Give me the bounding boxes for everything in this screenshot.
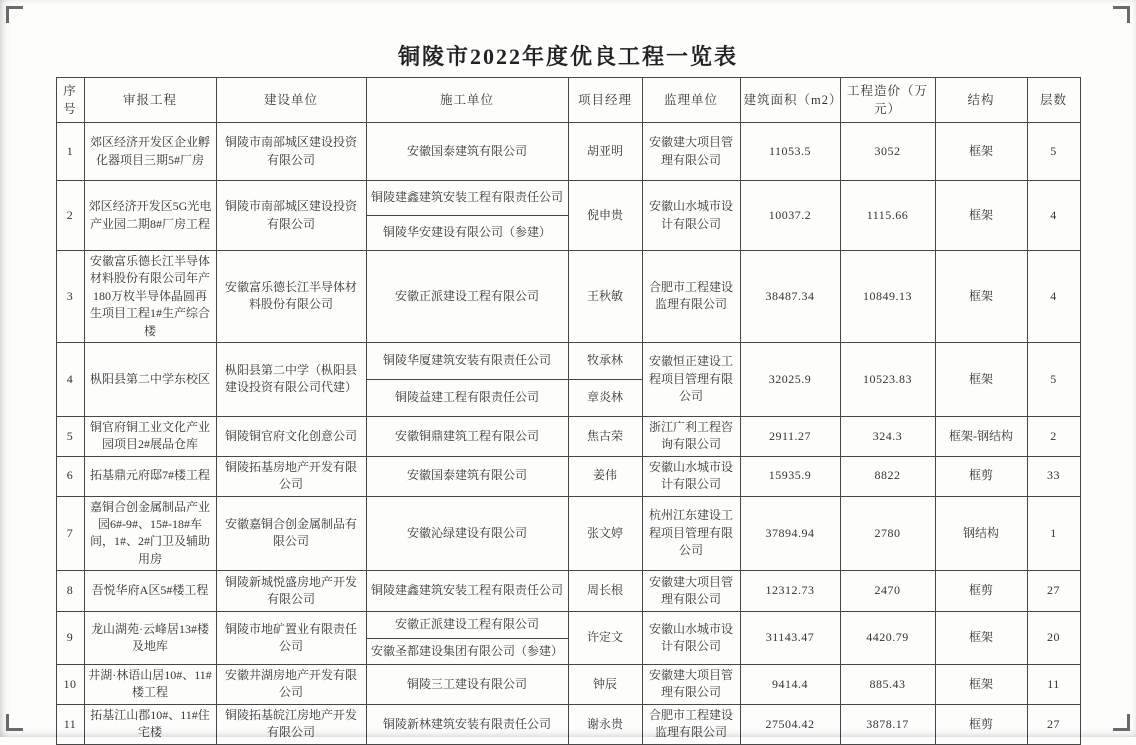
- table-row: [56, 665, 1080, 705]
- cell-floors: 4: [1027, 181, 1080, 251]
- cell-manager: 王秋敏: [568, 251, 642, 343]
- cell-client: 安徽嘉铜合创金属制品有限公司: [216, 496, 366, 571]
- table-row: [56, 704, 1080, 744]
- col-header-supervisor: 监理单位: [642, 78, 740, 123]
- cell-manager: 周长根: [568, 571, 642, 612]
- cell-cost: 3052: [840, 123, 935, 181]
- cell-project: 拓基鼎元府邸7#楼工程: [84, 456, 216, 496]
- cell-client: 铜陵市地矿置业有限责任公司: [216, 612, 366, 665]
- cell-structure: 框剪: [935, 456, 1027, 496]
- cell-cost: 8822: [840, 456, 935, 496]
- cell-client: 铜陵拓基皖江房地产开发有限公司: [216, 704, 366, 744]
- cell-project: 郊区经济开发区企业孵化器项目三期5#厂房: [84, 123, 216, 181]
- cell-area: 31143.47: [740, 612, 840, 665]
- cell-supervisor: 安徽恒正建设工程项目管理有限公司: [642, 342, 740, 416]
- cell-cost: 1115.66: [840, 181, 935, 251]
- cell-contractor: 安徽国泰建筑有限公司: [366, 123, 568, 181]
- col-header-contractor: 施工单位: [366, 78, 568, 123]
- cell-supervisor: 安徽山水城市设计有限公司: [642, 612, 740, 665]
- cell-area: 37894.94: [740, 496, 840, 571]
- cell-contractor: 铜陵华安建设有限公司（参建）: [366, 216, 568, 251]
- cell-structure: 钢结构: [935, 496, 1027, 571]
- cell-floors: 5: [1027, 342, 1080, 416]
- table-row: [56, 612, 1080, 639]
- cell-no: 5: [56, 416, 84, 456]
- cell-cost: 4420.79: [840, 612, 935, 665]
- cell-no: 7: [56, 496, 84, 571]
- cell-manager: 钟辰: [568, 665, 642, 705]
- cell-supervisor: 杭州江东建设工程项目管理有限公司: [642, 496, 740, 571]
- cell-structure: 框架: [935, 612, 1027, 665]
- cell-structure: 框架: [935, 123, 1027, 181]
- cell-cost: 2470: [840, 571, 935, 612]
- cell-manager: 牧承林: [568, 342, 642, 379]
- col-header-manager: 项目经理: [568, 78, 642, 123]
- cell-contractor: 安徽正派建设工程有限公司: [366, 251, 568, 343]
- table-row: [56, 181, 1080, 216]
- cell-contractor: 铜陵华厦建筑安装有限责任公司: [366, 342, 568, 379]
- cell-manager: 倪申贵: [568, 181, 642, 251]
- cell-no: 11: [56, 704, 84, 744]
- cell-area: 12312.73: [740, 571, 840, 612]
- cell-client: 安徽井湖房地产开发有限公司: [216, 665, 366, 705]
- cell-supervisor: 安徽山水城市设计有限公司: [642, 181, 740, 251]
- cell-area: 2911.27: [740, 416, 840, 456]
- cell-floors: 27: [1027, 704, 1080, 744]
- cell-supervisor: 安徽建大项目管理有限公司: [642, 123, 740, 181]
- cell-contractor: 安徽国泰建筑有限公司: [366, 456, 568, 496]
- cell-supervisor: 安徽建大项目管理有限公司: [642, 665, 740, 705]
- cell-project: 吾悦华府A区5#楼工程: [84, 571, 216, 612]
- cell-structure: 框架: [935, 251, 1027, 343]
- cell-manager: 焦古荣: [568, 416, 642, 456]
- cell-no: 4: [56, 342, 84, 416]
- table-row: [56, 496, 1080, 571]
- cell-contractor: 铜陵建鑫建筑安装工程有限责任公司: [366, 571, 568, 612]
- cell-supervisor: 合肥市工程建设监理有限公司: [642, 704, 740, 744]
- cell-floors: 4: [1027, 251, 1080, 343]
- scan-corner-mark: [1113, 714, 1130, 731]
- cell-client: 铜陵市南部城区建设投资有限公司: [216, 123, 366, 181]
- cell-contractor: 铜陵建鑫建筑安装工程有限责任公司: [366, 181, 568, 216]
- cell-manager: 许定文: [568, 612, 642, 665]
- cell-no: 6: [56, 456, 84, 496]
- cell-client: 枞阳县第二中学（枞阳县建设投资有限公司代建）: [216, 342, 366, 416]
- cell-area: 27504.42: [740, 704, 840, 744]
- table-row: [56, 571, 1080, 612]
- cell-floors: 11: [1027, 665, 1080, 705]
- scan-corner-mark: [6, 714, 23, 731]
- table-row: [56, 123, 1080, 181]
- cell-cost: 10849.13: [840, 251, 935, 343]
- cell-client: 铜陵拓基房地产开发有限公司: [216, 456, 366, 496]
- cell-floors: 1: [1027, 496, 1080, 571]
- cell-project: 龙山湖苑·云峰居13#楼及地库: [84, 612, 216, 665]
- cell-client: 铜陵新城悦盛房地产开发有限公司: [216, 571, 366, 612]
- table-row: [56, 416, 1080, 456]
- col-header-client: 建设单位: [216, 78, 366, 123]
- cell-supervisor: 合肥市工程建设监理有限公司: [642, 251, 740, 343]
- table-row: [56, 342, 1080, 379]
- cell-no: 10: [56, 665, 84, 705]
- cell-structure: 框架-钢结构: [935, 416, 1027, 456]
- projects-table: [56, 77, 1081, 745]
- cell-cost: 10523.83: [840, 342, 935, 416]
- cell-supervisor: 安徽建大项目管理有限公司: [642, 571, 740, 612]
- cell-project: 枞阳县第二中学东校区: [84, 342, 216, 416]
- cell-floors: 27: [1027, 571, 1080, 612]
- cell-contractor: 安徽圣都建设集团有限公司（参建）: [366, 638, 568, 665]
- table-row: [56, 456, 1080, 496]
- cell-manager: 姜伟: [568, 456, 642, 496]
- cell-area: 38487.34: [740, 251, 840, 343]
- cell-cost: 885.43: [840, 665, 935, 705]
- col-header-no: 序号: [56, 78, 84, 123]
- cell-supervisor: 安徽山水城市设计有限公司: [642, 456, 740, 496]
- cell-area: 11053.5: [740, 123, 840, 181]
- cell-project: 拓基江山郡10#、11#住宅楼: [84, 704, 216, 744]
- cell-contractor: 铜陵新林建筑安装有限责任公司: [366, 704, 568, 744]
- cell-project: 安徽富乐德长江半导体材料股份有限公司年产180万枚半导体晶圆再生项目工程1#生产综合楼: [84, 251, 216, 343]
- col-header-floors: 层数: [1027, 78, 1080, 123]
- cell-contractor: 安徽铜鼎建筑工程有限公司: [366, 416, 568, 456]
- cell-area: 9414.4: [740, 665, 840, 705]
- cell-cost: 324.3: [840, 416, 935, 456]
- cell-floors: 33: [1027, 456, 1080, 496]
- header-row: [56, 78, 1080, 123]
- cell-project: 嘉铜合创金属制品产业园6#-9#、15#-18#车间，1#、2#门卫及辅助用房: [84, 496, 216, 571]
- cell-contractor: 铜陵益建工程有限责任公司: [366, 379, 568, 416]
- col-header-project: 审报工程: [84, 78, 216, 123]
- cell-floors: 5: [1027, 123, 1080, 181]
- cell-area: 15935.9: [740, 456, 840, 496]
- cell-project: 铜官府铜工业文化产业园项目2#展品仓库: [84, 416, 216, 456]
- cell-floors: 2: [1027, 416, 1080, 456]
- cell-project: 郊区经济开发区5G光电产业园二期8#厂房工程: [84, 181, 216, 251]
- cell-area: 32025.9: [740, 342, 840, 416]
- cell-structure: 框剪: [935, 704, 1027, 744]
- cell-manager: 胡亚明: [568, 123, 642, 181]
- cell-client: 铜陵市南部城区建设投资有限公司: [216, 181, 366, 251]
- cell-no: 1: [56, 123, 84, 181]
- cell-no: 2: [56, 181, 84, 251]
- cell-contractor: 安徽沁绿建设有限公司: [366, 496, 568, 571]
- cell-manager: 谢永贵: [568, 704, 642, 744]
- cell-supervisor: 浙江广利工程咨询有限公司: [642, 416, 740, 456]
- cell-contractor: 铜陵三工建设有限公司: [366, 665, 568, 705]
- page-title: 铜陵市2022年度优良工程一览表: [397, 44, 738, 69]
- cell-client: 铜陵铜官府文化创意公司: [216, 416, 366, 456]
- cell-manager: 张文婷: [568, 496, 642, 571]
- cell-no: 3: [56, 251, 84, 343]
- cell-project: 井湖·林语山居10#、11#楼工程: [84, 665, 216, 705]
- cell-manager: 章炎林: [568, 379, 642, 416]
- cell-contractor: 安徽正派建设工程有限公司: [366, 612, 568, 639]
- cell-structure: 框架: [935, 342, 1027, 416]
- cell-no: 8: [56, 571, 84, 612]
- cell-client: 安徽富乐德长江半导体材料股份有限公司: [216, 251, 366, 343]
- cell-floors: 20: [1027, 612, 1080, 665]
- cell-structure: 框架: [935, 665, 1027, 705]
- col-header-area: 建筑面积（m2）: [740, 78, 840, 123]
- cell-no: 9: [56, 612, 84, 665]
- cell-structure: 框剪: [935, 571, 1027, 612]
- cell-structure: 框架: [935, 181, 1027, 251]
- col-header-structure: 结构: [935, 78, 1027, 123]
- col-header-cost: 工程造价（万元）: [840, 78, 935, 123]
- cell-cost: 2780: [840, 496, 935, 571]
- cell-area: 10037.2: [740, 181, 840, 251]
- table-row: [56, 251, 1080, 343]
- cell-cost: 3878.17: [840, 704, 935, 744]
